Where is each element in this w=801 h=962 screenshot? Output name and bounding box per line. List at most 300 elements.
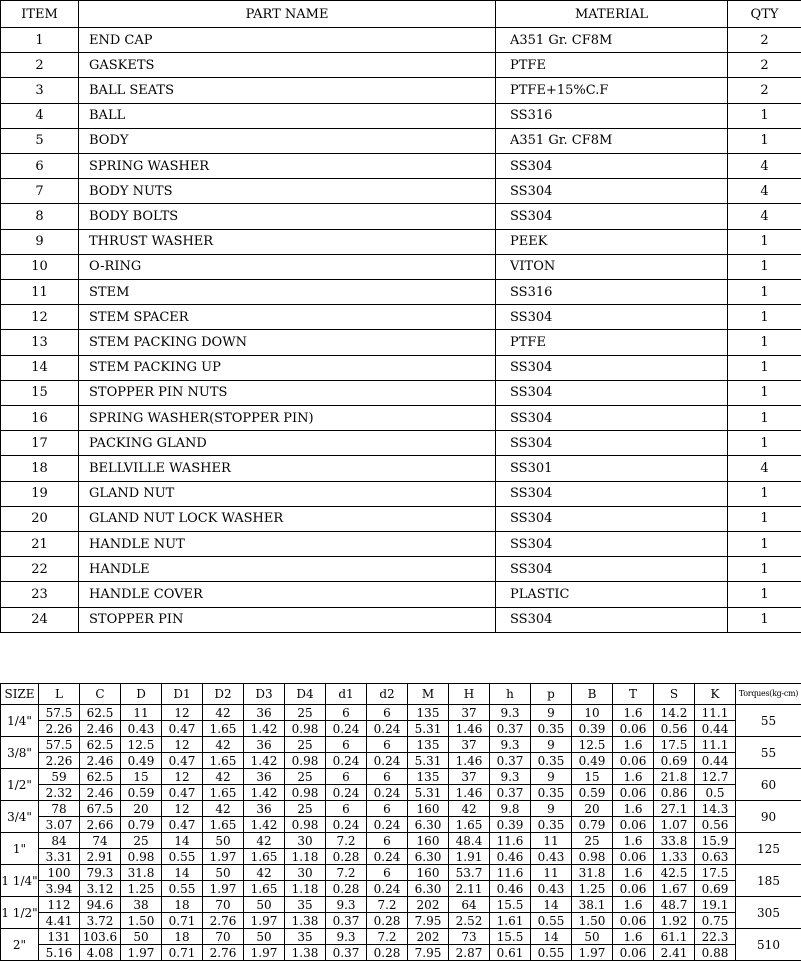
dimension-value-mm: 53.7: [449, 865, 490, 881]
part-name: PACKING GLAND: [79, 431, 496, 456]
dimension-value-inch: 1.65: [244, 881, 285, 897]
size-cell: 1": [1, 833, 39, 865]
dimension-value-inch: 3.72: [80, 913, 121, 929]
part-qty: 1: [728, 582, 801, 607]
dimension-value-inch: 0.59: [121, 785, 162, 801]
dimension-value-mm: 30: [285, 865, 326, 881]
part-name: SPRING WASHER: [79, 154, 496, 179]
parts-row: [1, 380, 801, 405]
size-row-inch: [1, 817, 801, 833]
dimension-value-mm: 10: [572, 705, 613, 721]
dimension-value-inch: 0.28: [367, 913, 408, 929]
parts-row: [1, 179, 801, 204]
dimension-value-mm: 36: [244, 801, 285, 817]
dimension-value-inch: 1.65: [203, 817, 244, 833]
dimension-value-inch: 1.25: [121, 881, 162, 897]
dimension-value-mm: 42: [244, 833, 285, 849]
dimension-value-mm: 30: [285, 833, 326, 849]
part-name: HANDLE COVER: [79, 582, 496, 607]
part-material: SS304: [496, 305, 728, 330]
dimension-value-mm: 103.6: [80, 929, 121, 945]
dimension-value-inch: 0.28: [326, 849, 367, 865]
dimension-header: S: [654, 684, 695, 705]
dimension-header: D: [121, 684, 162, 705]
dimension-value-mm: 1.6: [613, 801, 654, 817]
qty-header: QTY: [728, 1, 801, 28]
dimension-header: D1: [162, 684, 203, 705]
parts-row: [1, 355, 801, 380]
size-cell: 1 1/4": [1, 865, 39, 897]
dimension-value-inch: 0.24: [367, 785, 408, 801]
dimension-value-mm: 12.5: [121, 737, 162, 753]
dimension-value-mm: 9.3: [326, 897, 367, 913]
dimension-value-inch: 0.06: [613, 721, 654, 737]
parts-row: [1, 204, 801, 229]
part-qty: 4: [728, 179, 801, 204]
parts-row: [1, 28, 801, 53]
parts-row: [1, 481, 801, 506]
dimension-value-inch: 0.47: [162, 785, 203, 801]
dimension-value-mm: 6: [326, 705, 367, 721]
part-material: SS316: [496, 103, 728, 128]
part-qty: 1: [728, 355, 801, 380]
dimension-value-inch: 0.35: [531, 721, 572, 737]
part-qty: 4: [728, 204, 801, 229]
part-material: SS304: [496, 204, 728, 229]
size-row-mm: [1, 737, 801, 753]
dimension-value-mm: 9: [531, 737, 572, 753]
dimension-value-inch: 0.44: [695, 721, 736, 737]
item-number: 17: [1, 431, 79, 456]
part-name: STOPPER PIN NUTS: [79, 380, 496, 405]
dimension-header: K: [695, 684, 736, 705]
dimension-value-inch: 0.24: [326, 817, 367, 833]
dimension-value-inch: 0.43: [121, 721, 162, 737]
dimension-value-inch: 1.97: [244, 945, 285, 961]
dimension-value-mm: 14: [162, 865, 203, 881]
dimension-value-mm: 15.5: [490, 929, 531, 945]
dimension-value-mm: 11.1: [695, 737, 736, 753]
part-material: SS304: [496, 154, 728, 179]
size-row-mm: [1, 833, 801, 849]
dimension-value-mm: 135: [408, 769, 449, 785]
part-qty: 1: [728, 103, 801, 128]
dimension-value-mm: 36: [244, 769, 285, 785]
dimension-value-inch: 2.52: [449, 913, 490, 929]
dimension-value-mm: 160: [408, 801, 449, 817]
dimension-value-mm: 25: [285, 801, 326, 817]
parts-row: [1, 582, 801, 607]
part-material: PEEK: [496, 229, 728, 254]
parts-row: [1, 280, 801, 305]
item-number: 21: [1, 532, 79, 557]
part-material: SS304: [496, 557, 728, 582]
dimension-value-mm: 25: [121, 833, 162, 849]
parts-row: [1, 456, 801, 481]
part-material: A351 Gr. CF8M: [496, 128, 728, 153]
part-qty: 2: [728, 28, 801, 53]
dimension-value-inch: 1.18: [285, 881, 326, 897]
dimension-value-inch: 0.69: [654, 753, 695, 769]
torque-cell: 55: [736, 737, 801, 769]
part-material: SS304: [496, 355, 728, 380]
dimension-value-inch: 1.38: [285, 913, 326, 929]
dimension-value-inch: 0.75: [695, 913, 736, 929]
dimension-value-mm: 6: [367, 737, 408, 753]
dimension-header: M: [408, 684, 449, 705]
part-qty: 4: [728, 154, 801, 179]
part-qty: 1: [728, 557, 801, 582]
dimension-value-inch: 0.47: [162, 721, 203, 737]
dimension-value-inch: 0.47: [162, 817, 203, 833]
dimension-value-mm: 15.5: [490, 897, 531, 913]
dimension-value-inch: 1.07: [654, 817, 695, 833]
dimension-value-inch: 0.06: [613, 881, 654, 897]
dimension-value-mm: 57.5: [39, 737, 80, 753]
part-qty: 1: [728, 431, 801, 456]
dimension-value-inch: 0.55: [531, 913, 572, 929]
torque-cell: 510: [736, 929, 801, 961]
torque-cell: 90: [736, 801, 801, 833]
material-header: MATERIAL: [496, 1, 728, 28]
parts-row: [1, 254, 801, 279]
part-name: STEM SPACER: [79, 305, 496, 330]
dimension-value-inch: 0.37: [326, 913, 367, 929]
size-cell: 1/2": [1, 769, 39, 801]
dimension-value-mm: 78: [39, 801, 80, 817]
dimension-header: D2: [203, 684, 244, 705]
dimension-value-inch: 1.65: [449, 817, 490, 833]
dimension-value-mm: 6: [367, 769, 408, 785]
dimension-value-mm: 25: [285, 737, 326, 753]
part-qty: 1: [728, 506, 801, 531]
part-name: SPRING WASHER(STOPPER PIN): [79, 406, 496, 431]
part-name-header: PART NAME: [79, 1, 496, 28]
dimension-value-inch: 1.46: [449, 753, 490, 769]
dimension-value-mm: 12: [162, 769, 203, 785]
dimension-value-mm: 12.5: [572, 737, 613, 753]
dimension-value-inch: 0.5: [695, 785, 736, 801]
dimension-value-mm: 61.1: [654, 929, 695, 945]
dimension-value-mm: 1.6: [613, 705, 654, 721]
dimension-value-inch: 0.98: [572, 849, 613, 865]
dimension-value-inch: 0.44: [695, 753, 736, 769]
part-material: VITON: [496, 254, 728, 279]
dimension-value-mm: 42: [203, 737, 244, 753]
dimension-value-mm: 38.1: [572, 897, 613, 913]
torque-cell: 60: [736, 769, 801, 801]
dimension-value-inch: 0.37: [326, 945, 367, 961]
part-material: SS304: [496, 481, 728, 506]
dimensions-table: [0, 683, 801, 961]
dimension-value-mm: 22.3: [695, 929, 736, 945]
dimension-value-mm: 11.1: [695, 705, 736, 721]
item-number: 20: [1, 506, 79, 531]
dimension-header: h: [490, 684, 531, 705]
dimension-header: D4: [285, 684, 326, 705]
dimension-value-mm: 160: [408, 865, 449, 881]
item-number: 8: [1, 204, 79, 229]
parts-row: [1, 557, 801, 582]
size-row-mm: [1, 705, 801, 721]
dimensions-header-row: [1, 684, 801, 705]
part-name: GASKETS: [79, 53, 496, 78]
dimension-value-mm: 6: [326, 737, 367, 753]
part-material: PTFE: [496, 330, 728, 355]
dimension-value-inch: 0.06: [613, 913, 654, 929]
dimension-value-inch: 2.26: [39, 753, 80, 769]
size-row-mm: [1, 865, 801, 881]
dimension-value-mm: 62.5: [80, 705, 121, 721]
dimension-value-mm: 94.6: [80, 897, 121, 913]
part-qty: 1: [728, 607, 801, 632]
size-row-inch: [1, 913, 801, 929]
part-name: BALL: [79, 103, 496, 128]
item-number: 23: [1, 582, 79, 607]
dimension-value-mm: 59: [39, 769, 80, 785]
dimension-value-inch: 0.43: [531, 849, 572, 865]
dimension-value-inch: 1.97: [203, 881, 244, 897]
dimension-value-inch: 0.24: [326, 721, 367, 737]
parts-row: [1, 53, 801, 78]
size-cell: 3/4": [1, 801, 39, 833]
part-qty: 2: [728, 53, 801, 78]
dimension-value-inch: 0.24: [367, 817, 408, 833]
size-row-mm: [1, 897, 801, 913]
dimension-value-mm: 12.7: [695, 769, 736, 785]
dimension-value-inch: 3.94: [39, 881, 80, 897]
dimension-value-inch: 1.65: [203, 785, 244, 801]
dimension-value-inch: 0.59: [572, 785, 613, 801]
part-qty: 1: [728, 254, 801, 279]
item-number: 2: [1, 53, 79, 78]
size-row-inch: [1, 785, 801, 801]
dimension-value-inch: 0.49: [572, 753, 613, 769]
part-qty: 1: [728, 532, 801, 557]
dimension-value-inch: 0.24: [326, 753, 367, 769]
dimension-value-mm: 20: [121, 801, 162, 817]
dimension-value-mm: 6: [367, 833, 408, 849]
dimension-header: C: [80, 684, 121, 705]
dimension-value-inch: 1.42: [244, 785, 285, 801]
dimension-value-inch: 0.69: [695, 881, 736, 897]
dimension-value-mm: 42: [203, 769, 244, 785]
part-material: PLASTIC: [496, 582, 728, 607]
part-material: SS304: [496, 607, 728, 632]
dimension-value-mm: 50: [121, 929, 162, 945]
dimension-value-inch: 0.56: [695, 817, 736, 833]
dimension-value-inch: 1.61: [490, 913, 531, 929]
dimension-value-mm: 14.2: [654, 705, 695, 721]
dimension-header: L: [39, 684, 80, 705]
dimension-value-inch: 2.11: [449, 881, 490, 897]
dimension-value-inch: 0.56: [654, 721, 695, 737]
dimension-value-inch: 1.97: [572, 945, 613, 961]
dimension-value-mm: 15: [121, 769, 162, 785]
dimension-value-inch: 0.55: [162, 881, 203, 897]
part-material: PTFE+15%C.F: [496, 78, 728, 103]
dimension-value-mm: 9: [531, 801, 572, 817]
dimension-value-mm: 31.8: [572, 865, 613, 881]
dimension-value-inch: 0.06: [613, 817, 654, 833]
dimension-value-inch: 1.50: [572, 913, 613, 929]
dimension-value-mm: 9.8: [490, 801, 531, 817]
parts-row: [1, 330, 801, 355]
dimension-value-mm: 202: [408, 897, 449, 913]
item-number: 3: [1, 78, 79, 103]
dimension-value-mm: 1.6: [613, 865, 654, 881]
torque-cell: 305: [736, 897, 801, 929]
item-number: 6: [1, 154, 79, 179]
dimension-value-inch: 2.76: [203, 945, 244, 961]
dimension-value-mm: 67.5: [80, 801, 121, 817]
torque-cell: 55: [736, 705, 801, 737]
dimension-value-inch: 0.24: [367, 721, 408, 737]
dimension-header: T: [613, 684, 654, 705]
dimension-value-inch: 0.39: [572, 721, 613, 737]
dimension-value-mm: 17.5: [695, 865, 736, 881]
dimension-value-mm: 11: [121, 705, 162, 721]
dimension-value-mm: 42: [244, 865, 285, 881]
dimension-value-mm: 1.6: [613, 929, 654, 945]
dimension-value-inch: 1.50: [121, 913, 162, 929]
part-qty: 2: [728, 78, 801, 103]
dimension-value-inch: 0.46: [490, 849, 531, 865]
dimension-value-inch: 1.18: [285, 849, 326, 865]
dimension-value-mm: 9.3: [490, 737, 531, 753]
dimension-value-mm: 50: [203, 865, 244, 881]
dimension-value-mm: 37: [449, 769, 490, 785]
parts-row: [1, 229, 801, 254]
part-name: END CAP: [79, 28, 496, 53]
part-qty: 1: [728, 330, 801, 355]
dimension-value-mm: 1.6: [613, 833, 654, 849]
dimension-value-inch: 5.31: [408, 753, 449, 769]
dimension-value-mm: 18: [162, 929, 203, 945]
part-name: HANDLE NUT: [79, 532, 496, 557]
part-name: STEM PACKING UP: [79, 355, 496, 380]
dimension-value-mm: 57.5: [39, 705, 80, 721]
part-name: STEM: [79, 280, 496, 305]
dimension-value-mm: 27.1: [654, 801, 695, 817]
dimension-value-mm: 38: [121, 897, 162, 913]
size-row-inch: [1, 753, 801, 769]
part-name: GLAND NUT: [79, 481, 496, 506]
part-name: THRUST WASHER: [79, 229, 496, 254]
dimension-value-mm: 25: [285, 705, 326, 721]
dimension-header: p: [531, 684, 572, 705]
dimension-value-inch: 1.42: [244, 721, 285, 737]
dimension-value-inch: 0.39: [490, 817, 531, 833]
dimension-value-mm: 1.6: [613, 737, 654, 753]
dimension-value-inch: 0.71: [162, 945, 203, 961]
part-name: STOPPER PIN: [79, 607, 496, 632]
parts-row: [1, 103, 801, 128]
dimension-value-mm: 37: [449, 737, 490, 753]
part-qty: 1: [728, 305, 801, 330]
dimension-value-mm: 14: [531, 929, 572, 945]
part-material: A351 Gr. CF8M: [496, 28, 728, 53]
item-number: 4: [1, 103, 79, 128]
dimension-value-mm: 9.3: [490, 705, 531, 721]
dimension-value-inch: 0.35: [531, 753, 572, 769]
dimension-value-inch: 0.06: [613, 849, 654, 865]
dimension-value-inch: 5.16: [39, 945, 80, 961]
dimension-value-inch: 2.26: [39, 721, 80, 737]
dimension-value-inch: 0.24: [367, 849, 408, 865]
dimension-value-mm: 11.6: [490, 865, 531, 881]
dimension-value-mm: 15.9: [695, 833, 736, 849]
item-number: 15: [1, 380, 79, 405]
dimension-value-mm: 14: [162, 833, 203, 849]
part-qty: 1: [728, 128, 801, 153]
dimension-value-inch: 0.47: [162, 753, 203, 769]
dimension-value-inch: 0.28: [367, 945, 408, 961]
parts-header-row: [1, 1, 801, 28]
item-number: 1: [1, 28, 79, 53]
dimension-header: d1: [326, 684, 367, 705]
dimension-value-mm: 6: [326, 769, 367, 785]
part-material: SS301: [496, 456, 728, 481]
dimension-value-inch: 0.98: [285, 817, 326, 833]
dimension-value-mm: 112: [39, 897, 80, 913]
item-number: 24: [1, 607, 79, 632]
dimension-value-mm: 21.8: [654, 769, 695, 785]
dimension-value-inch: 0.71: [162, 913, 203, 929]
dimension-value-inch: 0.24: [367, 753, 408, 769]
dimension-value-mm: 62.5: [80, 737, 121, 753]
dimension-header: H: [449, 684, 490, 705]
size-row-mm: [1, 769, 801, 785]
dimension-value-inch: 1.67: [654, 881, 695, 897]
dimension-value-mm: 14.3: [695, 801, 736, 817]
dimension-value-inch: 0.37: [490, 785, 531, 801]
dimension-header: D3: [244, 684, 285, 705]
dimension-value-inch: 2.46: [80, 785, 121, 801]
item-number: 19: [1, 481, 79, 506]
dimension-value-mm: 73: [449, 929, 490, 945]
item-number: 22: [1, 557, 79, 582]
dimension-value-mm: 84: [39, 833, 80, 849]
dimension-value-inch: 2.41: [654, 945, 695, 961]
dimension-value-mm: 9.3: [490, 769, 531, 785]
dimension-value-inch: 0.79: [121, 817, 162, 833]
part-name: STEM PACKING DOWN: [79, 330, 496, 355]
dimension-value-mm: 42.5: [654, 865, 695, 881]
dimension-value-inch: 2.46: [80, 753, 121, 769]
part-name: BODY NUTS: [79, 179, 496, 204]
dimension-value-inch: 0.98: [121, 849, 162, 865]
dimension-value-mm: 42: [203, 801, 244, 817]
part-qty: 1: [728, 380, 801, 405]
dimension-value-inch: 0.49: [121, 753, 162, 769]
dimension-value-mm: 20: [572, 801, 613, 817]
parts-row: [1, 431, 801, 456]
dimension-value-inch: 1.65: [244, 849, 285, 865]
dimension-value-mm: 11.6: [490, 833, 531, 849]
dimension-value-inch: 0.24: [367, 881, 408, 897]
dimension-value-inch: 0.98: [285, 785, 326, 801]
item-number: 14: [1, 355, 79, 380]
dimension-value-inch: 1.46: [449, 721, 490, 737]
dimension-value-mm: 7.2: [367, 929, 408, 945]
parts-row: [1, 506, 801, 531]
parts-row: [1, 128, 801, 153]
part-material: SS304: [496, 431, 728, 456]
part-qty: 1: [728, 481, 801, 506]
parts-row: [1, 406, 801, 431]
dimension-value-mm: 50: [572, 929, 613, 945]
